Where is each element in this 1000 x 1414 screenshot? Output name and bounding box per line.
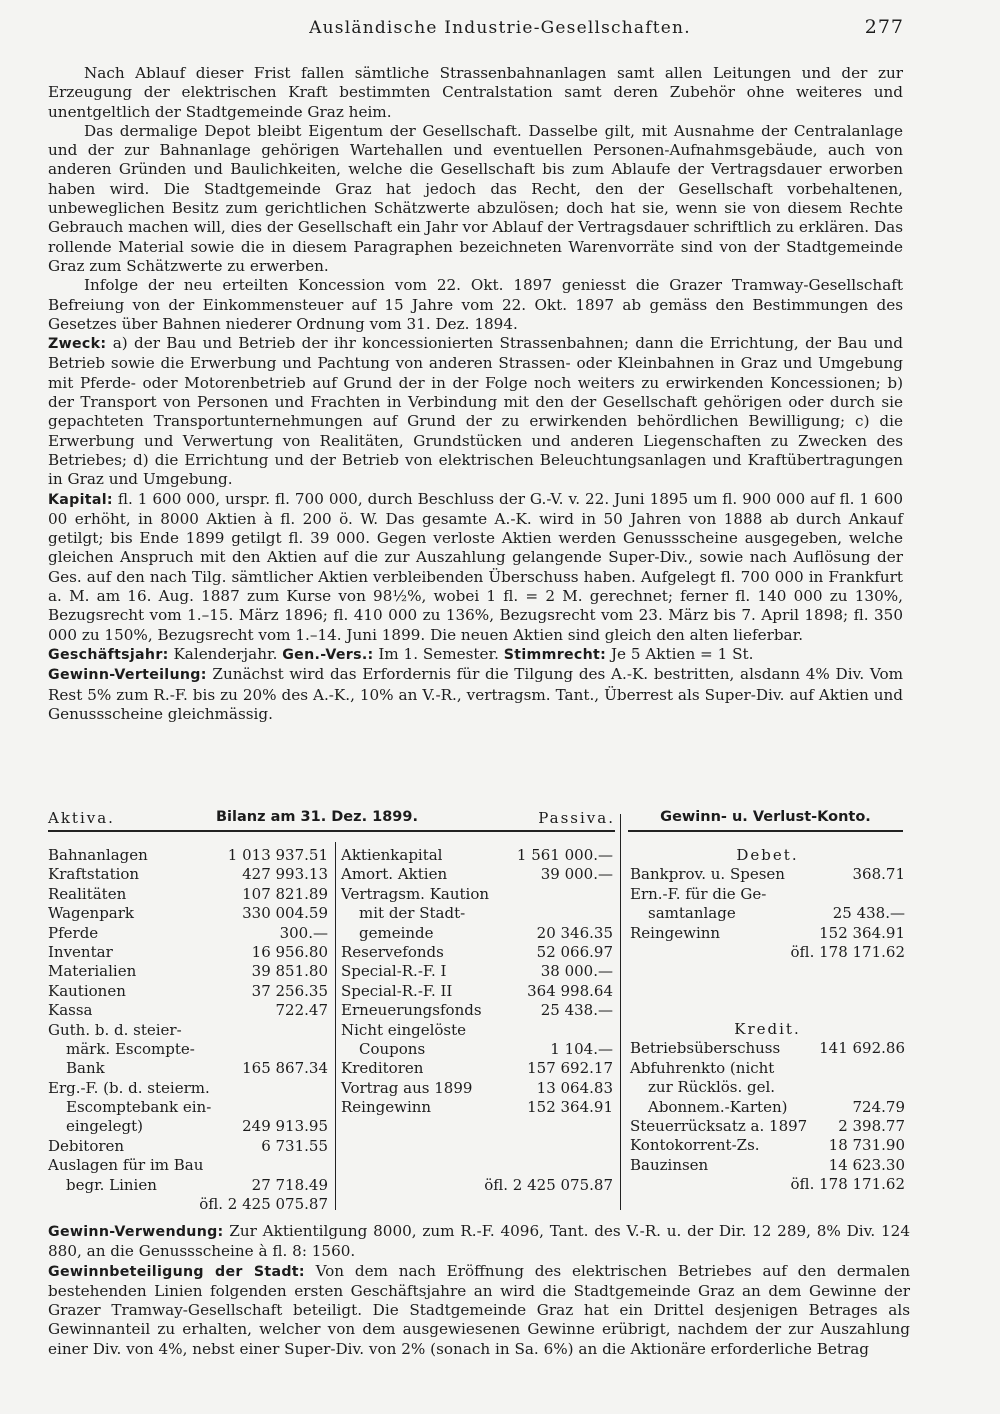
gewinnbeteiligung-text: Von dem nach Eröffnung des elektrischen Betriebes auf den dermalen bestehenden Linien folgenden ersten Geschäftsjahre an wird die Stadtgemeinde Graz an dem Gewinne der Grazer Tramway-Gesellschaft beteiligt. Die Stadtgemeinde Graz hat ein Drittel desjenigen Betrages als Gewinnanteil zu erhalten, welcher von dem ausgewiesenen Gewinne erübrigt, nachdem der zur Auszahlung einer Div. von 4%, nebst einer Super-Div. von 2% (sonach in Sa. 6%) an die Aktionäre erforderliche Betrag [48,1261,910,1358]
gen-vers-label: Gen.-Vers.: [282,646,374,663]
passiva-row [341,1040,613,1059]
aktiva-row-label: Escomptebank ein- [66,1098,212,1117]
passiva-row-label: Vortrag aus 1899 [341,1078,473,1097]
passiva-label: Passiva. [538,809,615,827]
kredit-row-value: 18 731.90 [828,1136,905,1155]
aktiva-row [48,846,328,865]
kredit-row [630,1098,905,1117]
passiva-row-label: Coupons [359,1039,426,1058]
balance-sheet [48,808,905,1214]
paragraph-koncession: Infolge der neu erteilten Koncession vom 22. Okt. 1897 geniesst die Grazer Tramway-Gesellschaft Befreiung von der Einkommensteuer auf 15 Jahre vom 22. Okt. 1897 ab gemäss den Bestimmungen des Gesetzes über Bahnen niederer Ordnung vom 31. Dez. 1894. [48,276,903,333]
aktiva-row-value: 249 913.95 [242,1117,328,1136]
passiva-row-value: 1 561 000.— [516,846,613,864]
passiva-row [341,1059,613,1078]
passiva-row-label: Kreditoren [341,1059,424,1078]
aktiva-row-value: 427 993.13 [242,865,328,884]
passiva-row-value: 13 064.83 [536,1078,613,1097]
paragraph-heimfall: Nach Ablauf dieser Frist fallen sämtliche Strassenbahnanlagen samt allen Leitungen und der zur Erzeugung der elektrischen Kraft bestimmten Centralstation samt deren Zubehör ohne weiteres und unentgeltlich der Stadtgemeinde Graz heim. [48,64,903,121]
debet-total: öfl. 178 171.62 [790,942,905,961]
kredit-row-label: Abonnem.-Karten) [648,1097,788,1116]
kapital-label: Kapital: [48,491,113,508]
gewinn-verteilung-label: Gewinn-Verteilung: [48,667,207,684]
aktiva-row-value: 722.47 [275,1001,328,1020]
aktiva-row-label: Kautionen [48,981,126,1000]
passiva-row-label: Special-R.-F. I [341,962,447,981]
kredit-row-value: 2 398.77 [838,1116,905,1135]
section-geschaeftsjahr [48,645,903,665]
debet-label: Debet. [736,846,799,864]
passiva-row-label: Aktienkapital [341,846,443,864]
debet-column [630,846,905,962]
bilanz-header [48,808,615,830]
passiva-row-value: 38 000.— [540,962,613,981]
aktiva-row-label: Bahnanlagen [48,846,148,864]
aktiva-total: öfl. 2 425 075.87 [199,1195,328,1214]
passiva-column [341,846,613,1117]
passiva-row-value: 157 692.17 [527,1059,613,1078]
aktiva-row-label: Bank [66,1059,105,1078]
debet-row [630,924,905,943]
passiva-row [341,982,613,1001]
debet-row-label: Bankprov. u. Spesen [630,865,785,884]
passiva-row-label: Nicht eingelöste [341,1020,467,1039]
kredit-list [630,1039,905,1175]
gv-header [628,808,903,830]
passiva-row [341,865,613,884]
aktiva-row-value: 107 821.89 [242,884,328,903]
aktiva-list [48,846,328,1195]
aktiva-row-label: Wagenpark [48,904,135,923]
gewinn-verwendung-text: Zur Aktientilgung 8000, zum R.-F. 4096, Tant. des V.-R. u. der Dir. 12 289, 8% Div. 124 880, an die Genussscheine à fl. 8: 1560. [48,1222,910,1261]
aktiva-row-value: 27 718.49 [251,1175,328,1194]
debet-row [630,885,905,904]
geschaeftsjahr-text: Kalenderjahr. [173,644,278,663]
passiva-row-value: 25 438.— [540,1001,613,1020]
passiva-row-value: 52 066.97 [536,942,613,961]
aktiva-row [48,962,328,981]
aktiva-row-value: 37 256.35 [251,981,328,1000]
section-kapital [48,490,903,645]
kredit-row-label: Bauzinsen [630,1155,709,1174]
aktiva-row [48,1059,328,1078]
kredit-row-value: 14 623.30 [828,1155,905,1174]
debet-row-label: Reingewinn [630,923,721,942]
passiva-row [341,1098,613,1117]
section-gewinnbeteiligung [48,1262,910,1359]
aktiva-row-value: 16 956.80 [251,942,328,961]
running-title: Ausländische Industrie-Gesellschaften. [309,18,691,38]
aktiva-row-value: 165 867.34 [242,1059,328,1078]
kredit-row-label: Steuerrücksatz a. 1897 [630,1116,808,1135]
aktiva-row [48,1176,328,1195]
aktiva-row [48,904,328,923]
aktiva-row-label: Kraftstation [48,865,140,884]
debet-row [630,904,905,923]
aktiva-row [48,1079,328,1098]
passiva-row [341,962,613,981]
aktiva-row-value: 1 013 937.51 [227,846,328,864]
passiva-total-row [341,1176,613,1195]
aktiva-row-value: 39 851.80 [251,962,328,981]
passiva-row-label: mit der Stadt- [359,904,466,923]
debet-row-value: 25 438.— [832,904,905,923]
kredit-row [630,1156,905,1175]
aktiva-total-row [48,1195,328,1214]
aktiva-row-value: 330 004.59 [242,904,328,923]
debet-row-label: Ern.-F. für die Ge- [630,884,767,903]
aktiva-row-label: Realitäten [48,884,127,903]
aktiva-row-value: 300.— [279,923,328,942]
passiva-row-value: 20 346.35 [536,923,613,942]
gen-vers-text: Im 1. Semester. [378,644,499,663]
kredit-column [630,1020,905,1195]
main-text [48,64,903,724]
kredit-label: Kredit. [734,1020,801,1038]
kredit-row-label: Betriebsüberschuss [630,1039,781,1058]
kredit-row-value: 724.79 [852,1097,905,1116]
passiva-row [341,1079,613,1098]
aktiva-row-label: Inventar [48,942,113,961]
aktiva-label: Aktiva. [48,809,115,827]
aktiva-row [48,1098,328,1117]
passiva-row-value: 364 998.64 [527,981,613,1000]
gewinn-verteilung-text: Zunächst wird das Erfordernis für die Tilgung des A.-K. bestritten, alsdann 4% Div. Vom Rest 5% zum R.-F. bis zu 20% des A.-K., 10% an V.-R., vertragsm. Tant., Überrest als Super-Div. auf Aktien und Genussscheine gleichmässig. [48,665,903,723]
section-zweck [48,334,903,489]
passiva-list [341,846,613,1117]
gewinn-verwendung-label: Gewinn-Verwendung: [48,1224,224,1240]
aktiva-row [48,885,328,904]
aktiva-row [48,1001,328,1020]
passiva-row-label: Amort. Aktien [341,865,448,884]
aktiva-row [48,924,328,943]
kredit-row-label: zur Rücklös. gel. [648,1078,776,1097]
aktiva-row-value: 6 731.55 [261,1136,328,1155]
passiva-row-label: Vertragsm. Kaution [341,884,490,903]
passiva-row-label: Reingewinn [341,1098,432,1117]
stimmrecht-text: Je 5 Aktien = 1 St. [610,644,754,663]
aktiva-row [48,1117,328,1136]
passiva-row-label: gemeinde [359,923,434,942]
bottom-text [48,1222,910,1359]
kredit-row [630,1039,905,1058]
bilanz-divider [335,842,336,1210]
aktiva-row [48,865,328,884]
kredit-row-label: Kontokorrent-Zs. [630,1136,760,1155]
passiva-row-label: Erneuerungsfonds [341,1001,482,1020]
kredit-row [630,1117,905,1136]
debet-row [630,865,905,884]
aktiva-row-label: Kassa [48,1001,93,1020]
debet-row-value: 152 364.91 [819,923,905,942]
passiva-total: öfl. 2 425 075.87 [484,1175,613,1194]
kredit-row [630,1059,905,1078]
debet-list [630,865,905,943]
gewinnbeteiligung-label: Gewinnbeteiligung der Stadt: [48,1263,305,1280]
section-gewinn-verwendung [48,1222,910,1262]
page-number: 277 [864,16,904,38]
debet-total-row [630,943,905,962]
aktiva-row [48,1156,328,1175]
aktiva-row-label: Debitoren [48,1136,125,1155]
aktiva-row [48,982,328,1001]
passiva-row-value: 152 364.91 [527,1098,613,1117]
aktiva-row [48,1021,328,1040]
page-header [0,14,1000,40]
zweck-label: Zweck: [48,336,107,353]
kredit-row-label: Abfuhrenkto (nicht [630,1058,775,1077]
aktiva-column [48,846,328,1214]
debet-row-value: 368.71 [852,865,905,884]
bilanz-top-rule [48,830,615,832]
aktiva-row-label: Erg.-F. (b. d. steierm. [48,1078,210,1097]
passiva-row [341,1021,613,1040]
aktiva-row [48,943,328,962]
aktiva-row-label: begr. Linien [66,1175,157,1194]
gv-title: Gewinn- u. Verlust-Konto. [660,809,871,825]
passiva-row-value: 1 104.— [550,1039,613,1058]
section-gewinn-verteilung [48,665,903,724]
kredit-row-value: 141 692.86 [819,1039,905,1058]
gv-divider [620,814,621,1210]
kapital-text: fl. 1 600 000, urspr. fl. 700 000, durch Beschluss der G.-V. v. 22. Juni 1895 um fl. 900 000 auf fl. 1 600 00 erhöht, in 8000 Aktien à fl. 200 ö. W. Das gesamte A.-K. wird in 50 Jahren von 1888 ab durch Ankauf getilgt; bis Ende 1899 getilgt fl. 39 000. Gegen verloste Aktien werden Genussscheine ausgegeben, welche gleichen Anspruch mit den Aktien auf die zur Auszahlung gelangende Super-Div., sowie nach Auflösung der Ges. auf den nach Tilg. sämtlicher Aktien verbleibenden Überschuss haben. Aufgelegt fl. 700 000 in Frankfurt a. M. am 16. Aug. 1887 zum Kurse von 98½%, wobei 1 fl. = 2 M. gerechnet; ferner fl. 140 000 zu 130%, Bezugsrecht vom 1.–15. März 1896; fl. 410 000 zu 136%, Bezugsrecht vom 23. März bis 7. April 1898; fl. 350 000 zu 150%, Bezugsrecht vom 1.–14. Juni 1899. Die neuen Aktien sind gleich den alten lieferbar. [48,489,904,644]
passiva-row [341,885,613,904]
gv-top-rule [628,830,903,832]
stimmrecht-label: Stimmrecht: [503,646,607,663]
aktiva-row-label: Materialien [48,962,137,981]
kredit-row [630,1136,905,1155]
aktiva-row-label: Guth. b. d. steier- [48,1020,182,1039]
passiva-row [341,904,613,923]
passiva-row-label: Special-R.-F. II [341,981,453,1000]
aktiva-row-label: Pferde [48,923,99,942]
passiva-row [341,1001,613,1020]
aktiva-row-label: eingelegt) [66,1117,143,1136]
aktiva-row-label: Auslagen für im Bau [48,1156,204,1175]
passiva-row [341,924,613,943]
debet-row-label: samtanlage [648,904,736,923]
passiva-row [341,943,613,962]
passiva-row-value: 39 000.— [540,865,613,884]
aktiva-row-label: märk. Escompte- [66,1039,195,1058]
kredit-row [630,1078,905,1097]
passiva-row [341,846,613,865]
kredit-total: öfl. 178 171.62 [790,1175,905,1194]
aktiva-row [48,1137,328,1156]
kredit-total-row [630,1175,905,1194]
geschaeftsjahr-label: Geschäftsjahr: [48,646,169,663]
passiva-row-label: Reservefonds [341,942,444,961]
aktiva-row [48,1040,328,1059]
zweck-text: a) der Bau und Betrieb der ihr koncessionierten Strassenbahnen; dann die Errichtung, der Bau und Betrieb sowie die Erwerbung und Pachtung von anderen Strassen- oder Kleinbahnen in Graz und Umgebung mit Pferde- oder Motorenbetrieb auf Grund der in der Folge noch weiters zu erwirkenden Koncessionen; b) der Transport von Personen und Frachten in Verbindung mit den der Gesellschaft gehörigen oder durch sie gepachteten Transportunternehmungen auf Grund der zu erwirkenden behördlichen Bewilligung; c) die Erwerbung und Verwertung von Realitäten, Grundstücken und anderen Liegenschaften zu Zwecken des Betriebes; d) die Errichtung und der Betrieb von elektrischen Beleuchtungsanlagen und Kraftübertragungen in Graz und Umgebung. [48,334,903,489]
paragraph-depot: Das dermalige Depot bleibt Eigentum der Gesellschaft. Dasselbe gilt, mit Ausnahme der Centralanlage und der zur Bahnanlage gehörigen Wartehallen und eventuellen Personen-Aufnahmsgebäude, auch von anderen Gründen und Baulichkeiten, welche die Gesellschaft bis zum Ablaufe der Vertragsdauer erworben haben wird. Die Stadtgemeinde Graz hat jedoch das Recht, den der Gesellschaft vorbehaltenen, unbeweglichen Besitz zum gerichtlichen Schätzwerte abzulösen; doch hat sie, wenn sie von diesem Rechte Gebrauch machen will, dies der Gesellschaft ein Jahr vor Ablauf der Vertragsdauer schriftlich zu erklären. Das rollende Material sowie die in diesem Paragraphen bezeichneten Warenvorräte sind von der Stadtgemeinde Graz zum Schätzwerte zu erwerben. [48,121,903,275]
bilanz-title: Bilanz am 31. Dez. 1899. [216,809,418,825]
